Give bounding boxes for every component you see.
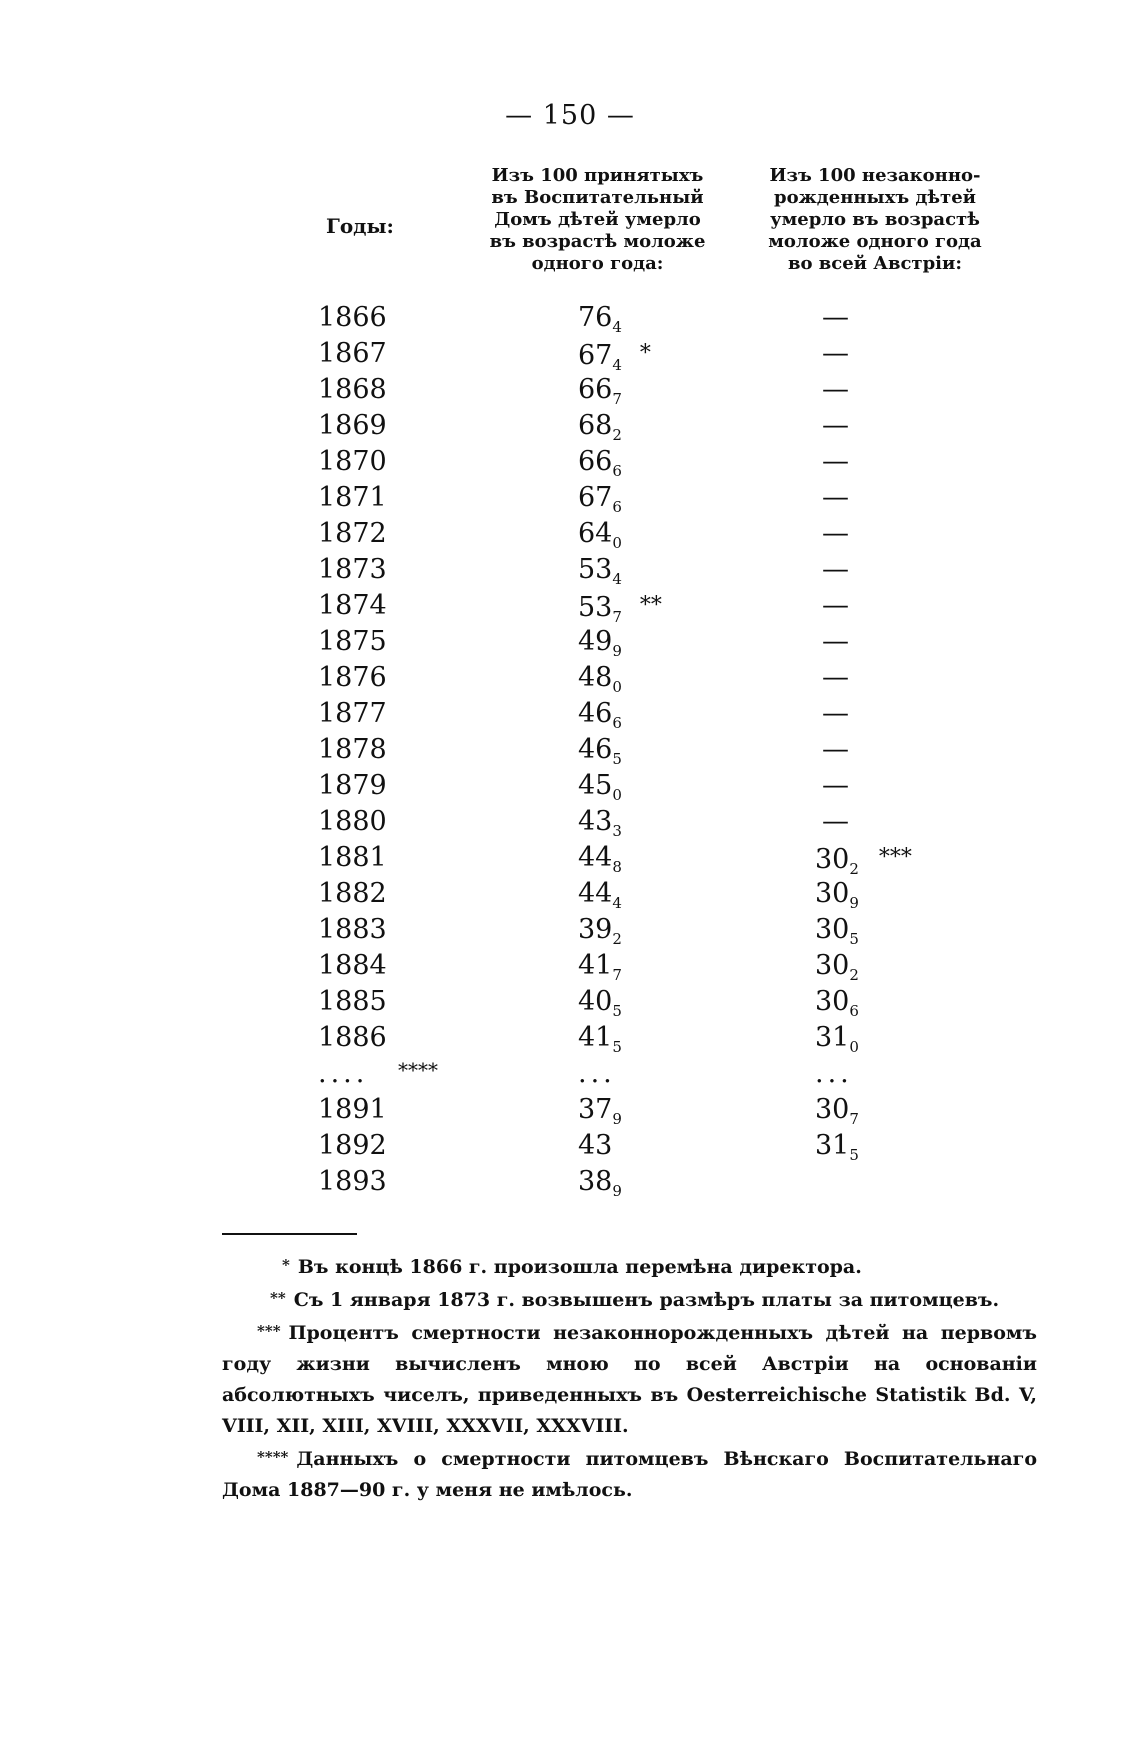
table-row <box>0 372 1140 408</box>
year-cell: 1885 <box>318 986 387 1017</box>
value-decimal: 4 <box>612 318 622 336</box>
table-row <box>0 336 1140 372</box>
austria-mortality-cell <box>822 372 862 408</box>
foundling-mortality-cell <box>578 1164 698 1209</box>
header-line: Изъ 100 незаконно- <box>769 165 981 186</box>
year-cell: 1875 <box>318 626 387 657</box>
footnote-marker: * <box>282 1256 290 1274</box>
austria-mortality-cell <box>822 804 862 840</box>
year-cell: 1882 <box>318 878 387 909</box>
value-decimal: 0 <box>849 1038 859 1056</box>
value-integer: 76 <box>578 302 613 333</box>
value-integer: 30 <box>815 1094 850 1125</box>
value-integer: 66 <box>578 446 613 477</box>
header-line: Изъ 100 принятыхъ <box>491 165 704 186</box>
table-row <box>0 660 1140 696</box>
table-row <box>0 696 1140 732</box>
header-line: въ Воспитательный <box>491 187 704 208</box>
austria-mortality-cell <box>822 732 862 768</box>
value-integer: — <box>822 662 849 693</box>
year-cell: 1876 <box>318 662 387 693</box>
value-integer: — <box>822 626 849 657</box>
value-integer: 49 <box>578 626 613 657</box>
footnote-text: Процентъ смертности незаконнорожденныхъ дѣтей на первомъ году жизни вычисленъ мною по всей Австріи на основаніи абсолютныхъ чиселъ, приведенныхъ въ Oesterreichische Statistik Bd. V, VIII, XII, XIII, XVIII, XXXVII, XXXVIII. <box>222 1322 1037 1437</box>
value-decimal: 2 <box>612 426 622 444</box>
value-integer: 41 <box>578 950 613 981</box>
year-cell: 1879 <box>318 770 387 801</box>
footnote-text: Данныхъ о смертности питомцевъ Вѣнскаго Воспитательнаго Дома 1887—90 г. у меня не имѣлось. <box>222 1448 1037 1501</box>
year-cell: 1871 <box>318 482 387 513</box>
year-cell: 1886 <box>318 1022 387 1053</box>
value-decimal: 5 <box>849 1146 859 1164</box>
austria-mortality-cell <box>822 480 862 516</box>
footnote-reference: **** <box>398 1058 438 1082</box>
value-integer: 44 <box>578 842 613 873</box>
value-decimal: 5 <box>612 1038 622 1056</box>
value-decimal: 7 <box>612 608 622 626</box>
table-row <box>0 1092 1140 1128</box>
footnote-reference: ** <box>639 593 662 618</box>
footnote-text: Въ концѣ 1866 г. произошла перемѣна директора. <box>297 1256 862 1278</box>
value-integer: 48 <box>578 662 613 693</box>
year-cell: 1881 <box>318 842 387 873</box>
value-decimal: 7 <box>612 390 622 408</box>
value-integer: — <box>822 554 849 585</box>
austria-mortality-cell <box>822 516 862 552</box>
value-decimal: 5 <box>849 930 859 948</box>
footnote-reference: * <box>639 341 651 366</box>
year-cell: 1893 <box>318 1166 387 1197</box>
table-row <box>0 732 1140 768</box>
table-row <box>0 768 1140 804</box>
year-cell: 1877 <box>318 698 387 729</box>
value-integer: 53 <box>578 592 613 623</box>
value-integer: — <box>822 410 849 441</box>
value-decimal: 0 <box>612 534 622 552</box>
header-line: въ возрастѣ моложе <box>489 231 706 252</box>
year-cell: 1873 <box>318 554 387 585</box>
value-integer: 64 <box>578 518 613 549</box>
footnote <box>222 1316 1037 1442</box>
year-cell: .... <box>318 1058 369 1089</box>
austria-mortality-cell <box>822 300 862 336</box>
austria-mortality-cell <box>822 768 862 804</box>
footnote-text: Съ 1 января 1873 г. возвышенъ размѣръ платы за питомцевъ. <box>293 1289 1000 1311</box>
year-cell: 1867 <box>318 338 387 369</box>
value-decimal: 5 <box>612 750 622 768</box>
value-decimal: 2 <box>849 966 859 984</box>
table-row <box>0 408 1140 444</box>
year-cell: 1878 <box>318 734 387 765</box>
value-integer: 66 <box>578 374 613 405</box>
footnotes <box>222 1250 1037 1506</box>
table-row <box>0 804 1140 840</box>
table-row <box>0 840 1140 876</box>
value-integer: — <box>822 698 849 729</box>
austria-mortality-cell <box>822 408 862 444</box>
table-row <box>0 948 1140 984</box>
table-row <box>0 300 1140 336</box>
table-row <box>0 1128 1140 1164</box>
year-cell: 1892 <box>318 1130 387 1161</box>
value-decimal: 9 <box>849 894 859 912</box>
austria-mortality-column-header <box>750 165 1000 275</box>
value-decimal: 4 <box>612 356 622 374</box>
foundling-mortality-column-header <box>455 165 740 275</box>
value-integer: 30 <box>815 878 850 909</box>
header-line: рожденныхъ дѣтей <box>773 187 977 208</box>
value-integer: — <box>822 302 849 333</box>
table-row <box>0 588 1140 624</box>
value-decimal: 9 <box>612 1110 622 1128</box>
table-row <box>0 552 1140 588</box>
value-decimal: 6 <box>612 462 622 480</box>
value-decimal: 0 <box>612 786 622 804</box>
value-integer: — <box>822 338 849 369</box>
table-row <box>0 624 1140 660</box>
footnote <box>222 1283 1037 1316</box>
footnote-divider <box>222 1233 357 1235</box>
value-integer: 44 <box>578 878 613 909</box>
table-row <box>0 1056 1140 1092</box>
foundling-mortality-cell <box>578 1056 698 1092</box>
value-decimal: 6 <box>849 1002 859 1020</box>
austria-mortality-cell <box>822 624 862 660</box>
value-integer: 43 <box>578 1130 613 1161</box>
footnote-marker: ** <box>270 1289 286 1307</box>
footnote <box>222 1442 1037 1506</box>
value-decimal: 9 <box>612 1182 622 1200</box>
year-cell: 1872 <box>318 518 387 549</box>
table-row <box>0 1020 1140 1056</box>
value-integer: — <box>822 482 849 513</box>
year-cell: 1870 <box>318 446 387 477</box>
value-decimal: 8 <box>612 858 622 876</box>
value-integer: 67 <box>578 340 613 371</box>
value-integer: 37 <box>578 1094 613 1125</box>
year-cell: 1874 <box>318 590 387 621</box>
value-integer: 40 <box>578 986 613 1017</box>
value-decimal: 4 <box>612 570 622 588</box>
page-number: — 150 — <box>505 100 635 131</box>
year-cell: 1866 <box>318 302 387 333</box>
value-decimal: 4 <box>612 894 622 912</box>
austria-mortality-cell <box>822 336 862 372</box>
value-integer: — <box>822 518 849 549</box>
value-decimal: 2 <box>849 860 859 878</box>
austria-mortality-cell <box>822 588 862 624</box>
table-row <box>0 912 1140 948</box>
year-cell: 1884 <box>318 950 387 981</box>
footnote-reference: *** <box>878 845 912 870</box>
value-decimal: 7 <box>612 966 622 984</box>
value-integer: 30 <box>815 914 850 945</box>
value-integer: — <box>822 770 849 801</box>
value-decimal: 9 <box>612 642 622 660</box>
value-integer: 30 <box>815 844 850 875</box>
table-row <box>0 1164 1140 1200</box>
value-integer: 30 <box>815 986 850 1017</box>
value-decimal: 5 <box>612 1002 622 1020</box>
years-column-header: Годы: <box>326 214 394 238</box>
austria-mortality-cell <box>815 1056 935 1092</box>
value-integer: 45 <box>578 770 613 801</box>
table-row <box>0 984 1140 1020</box>
value-integer: 30 <box>815 950 850 981</box>
value-integer: 68 <box>578 410 613 441</box>
value-integer: ... <box>578 1058 616 1089</box>
value-integer: 46 <box>578 698 613 729</box>
value-integer: 41 <box>578 1022 613 1053</box>
value-decimal: 6 <box>612 498 622 516</box>
value-integer: 38 <box>578 1166 613 1197</box>
value-decimal: 0 <box>612 678 622 696</box>
value-integer: 46 <box>578 734 613 765</box>
value-integer: ... <box>815 1058 853 1089</box>
austria-mortality-cell <box>822 444 862 480</box>
year-cell: 1880 <box>318 806 387 837</box>
header-line: одного года: <box>531 253 664 274</box>
value-integer: 31 <box>815 1130 850 1161</box>
header-line: Домъ дѣтей умерло <box>494 209 701 230</box>
value-integer: 43 <box>578 806 613 837</box>
table-row <box>0 876 1140 912</box>
value-decimal: 3 <box>612 822 622 840</box>
austria-mortality-cell <box>822 660 862 696</box>
value-integer: — <box>822 446 849 477</box>
table-row <box>0 516 1140 552</box>
footnote <box>222 1250 1037 1283</box>
value-integer: 39 <box>578 914 613 945</box>
year-cell: 1869 <box>318 410 387 441</box>
value-integer: — <box>822 374 849 405</box>
year-cell: 1868 <box>318 374 387 405</box>
value-integer: 67 <box>578 482 613 513</box>
year-cell: 1891 <box>318 1094 387 1125</box>
value-integer: — <box>822 734 849 765</box>
austria-mortality-cell <box>822 696 862 732</box>
value-integer: — <box>822 590 849 621</box>
header-line: моложе одного года <box>768 231 982 252</box>
value-decimal: 2 <box>612 930 622 948</box>
header-line: во всей Австріи: <box>787 253 962 274</box>
value-integer: 53 <box>578 554 613 585</box>
value-decimal: 7 <box>849 1110 859 1128</box>
header-line: умерло въ возрастѣ <box>770 209 980 230</box>
footnote-marker: *** <box>257 1322 281 1340</box>
table-row <box>0 444 1140 480</box>
foundling-mortality-cell <box>578 1128 698 1164</box>
year-cell: 1883 <box>318 914 387 945</box>
footnote-marker: **** <box>257 1448 289 1466</box>
austria-mortality-cell <box>822 552 862 588</box>
value-integer: — <box>822 806 849 837</box>
table-row <box>0 480 1140 516</box>
value-integer: 31 <box>815 1022 850 1053</box>
value-decimal: 6 <box>612 714 622 732</box>
